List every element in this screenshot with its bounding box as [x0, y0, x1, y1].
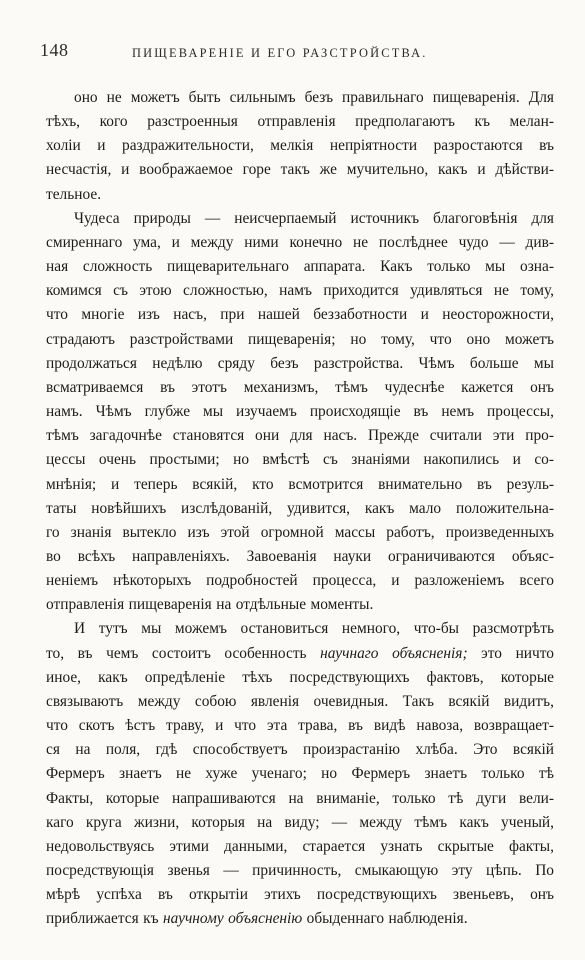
paragraph	[46, 207, 554, 618]
text-line: И тутъ мы можемъ остановиться немного, что-бы разсмотрѣть	[74, 620, 554, 638]
paragraph	[46, 86, 554, 207]
text-line: мнѣнія; и теперь всякій, кто всмотрится внимательно въ резуль-	[46, 475, 554, 493]
text-line: таты новѣйшихъ изслѣдованій, удивится, какъ мало положительна-	[46, 499, 554, 517]
text-line: во всѣхъ направленіяхъ. Завоеванія науки ограничиваются объяс-	[46, 547, 554, 565]
text-line: несчастія, и воображаемое горе такъ же мучительно, какъ и дѣйстви-	[46, 161, 554, 179]
emphasis-term: научнаго объясненія;	[320, 644, 468, 662]
text-line: смиреннаго ума, и между ними конечно не послѣднее чудо — див-	[46, 233, 554, 251]
text-line: холіи и раздражительности, мелкія непріятности разростаются въ	[46, 137, 554, 155]
text-line: иное, какъ опредѣленіе тѣхъ посредствующихъ фактовъ, которые	[46, 668, 554, 686]
text-line: отправленія пищеваренія на отдѣльные моменты.	[46, 596, 374, 614]
text-line: связываютъ между собою явленія очевидныя. Такъ всякій видитъ,	[46, 692, 554, 710]
text-line: мѣрѣ успѣха въ открытіи этихъ посредствующихъ звеньевъ, онъ	[46, 886, 554, 904]
text-line: Фермеръ знаетъ не хуже ученаго; но Фермеръ знаетъ только тѣ	[46, 765, 554, 783]
text-line: Чудеса природы — неисчерпаемый источникъ благоговѣнія для	[74, 209, 554, 227]
text-line: комимся съ этою сложностью, намъ приходится удивляться не тому,	[46, 282, 554, 300]
text-line: го знанія вытекло изъ этой огромной массы работъ, произведенныхъ	[46, 523, 554, 541]
page-number: 148	[40, 40, 69, 60]
text-line: цессы очень простыми; но вмѣстѣ съ знаніями накопились и со-	[46, 451, 554, 469]
paragraph	[46, 617, 554, 931]
text-line: ся на поля, гдѣ способствуетъ произрастанію хлѣба. Это всякій	[46, 741, 554, 759]
text-line: неніемъ нѣкоторыхъ подробностей процесса, и разложеніемъ всего	[46, 572, 554, 590]
text-line: продолжаться недѣлю сряду безъ разстройства. Чѣмъ больше мы	[46, 354, 554, 372]
body-text	[46, 86, 554, 931]
text-line: приближается къ научному объясненію обыденнаго наблюденія.	[46, 910, 468, 928]
running-head-title: ПИЩЕВАРЕНIЕ И ЕГО РАЗСТРОЙСТВА.	[132, 46, 428, 60]
text-line: ная сложность пищеварительнаго аппарата. Какъ только мы озна-	[46, 258, 554, 276]
text-line: каго круга жизни, которыя на виду; — между тѣмъ какъ ученый,	[46, 813, 554, 831]
text-line: что многіе изъ насъ, при нашей беззаботности и неосторожности,	[46, 306, 554, 324]
text-line: посредствующія звенья — причинность, смыкающую эту цѣпь. По	[46, 862, 554, 879]
text-line: Факты, которые напрашиваются на вниманіе, только тѣ дуги вели-	[46, 789, 554, 807]
text-line: страдаютъ разстройствами пищеваренія; но тому, что оно можетъ	[46, 330, 554, 348]
text-line: что скотъ ѣстъ траву, и что эта трава, въ видѣ навоза, возвращает-	[46, 717, 554, 735]
text-line: намъ. Чѣмъ глубже мы изучаемъ происходящіе въ немъ процессы,	[46, 403, 554, 421]
text-line: оно не можетъ быть сильнымъ безъ правильнаго пищеваренія. Для	[74, 89, 554, 106]
text-line: тѣхъ, кого разстроенныя отправленія предполагаютъ къ мелан-	[46, 113, 554, 131]
emphasis-term: научному объясненію	[162, 910, 303, 928]
text-line: то, въ чемъ состоитъ особенность научнаго объясненія; это ничто	[46, 644, 554, 662]
text-line: тѣмъ загадочнѣе становятся они для насъ. Прежде считали эти про-	[46, 427, 554, 445]
text-line: недовольствуясь этими данными, старается узнать скрытые факты,	[46, 837, 554, 855]
text-line: всматриваемся въ этотъ механизмъ, тѣмъ чудеснѣе кажется онъ	[46, 378, 554, 396]
text-line: тельное.	[46, 185, 102, 203]
